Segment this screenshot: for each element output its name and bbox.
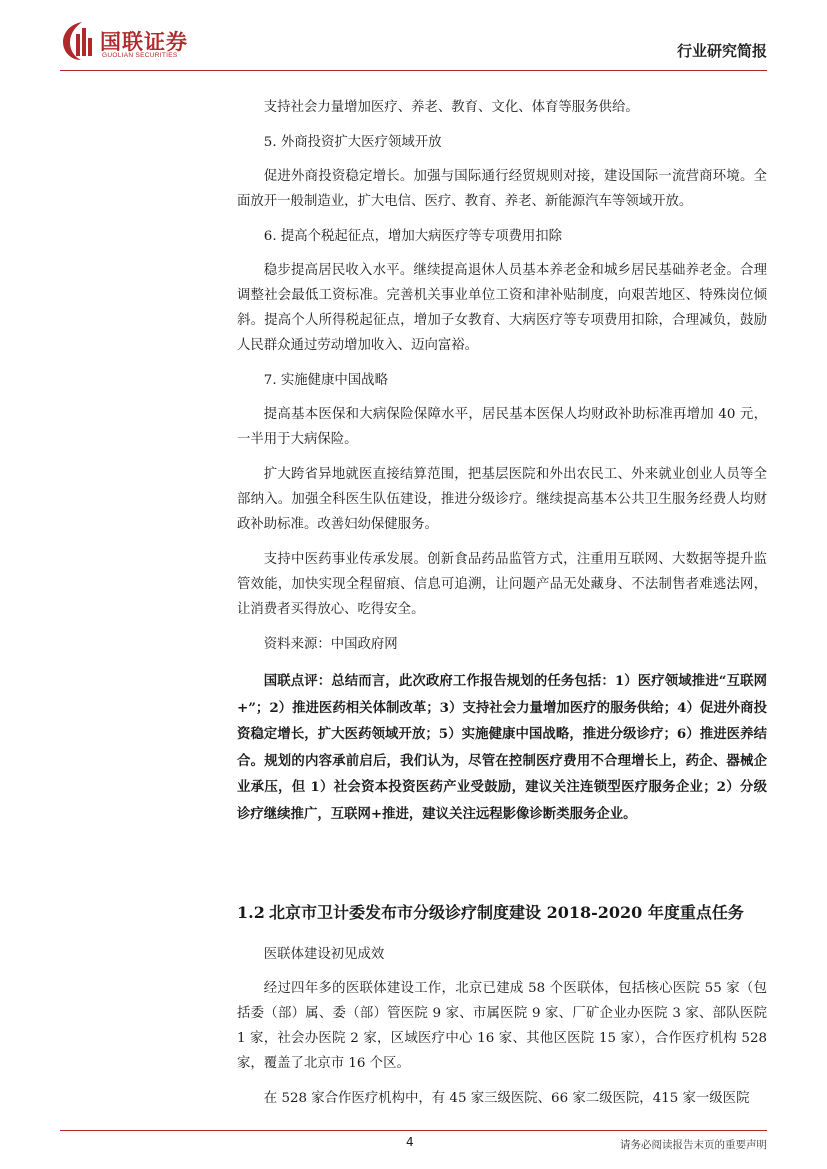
section-body [237,942,767,1121]
company-logo [60,20,240,65]
subsection-heading: 医联体建设初见成效 [263,947,385,962]
header-divider [60,70,767,71]
page-number: 4 [406,1135,414,1149]
logo-english-name: GUOLIAN SECURITIES [102,52,178,59]
body-paragraph: 经过四年多的医联体建设工作，北京已建成 58 个医联体，包括核心医院 55 家（包括委（部）属、委（部）管医院 9 家、市属医院 9 家、厂矿企业办医院 3 家、部队医院 1 家，社会办医院 2 家，区域医疗中心 16 家、其他区医院 15 家），合作医疗机构 528 家，覆盖了北京市 16 个区。 [237,981,767,1071]
source-note: 资料来源：中国政府网 [263,637,398,652]
body-paragraph: 促进外商投资稳定增长。加强与国际通行经贸规则对接，建设国际一流营商环境。全面放开一般制造业，扩大电信、医疗、教育、养老、新能源汽车等领域开放。 [237,169,767,209]
section-title: 北京市卫计委发布市分级诊疗制度建设 2018-2020 年度重点任务 [269,903,744,922]
main-body [237,95,767,827]
section-number: 1.2 [237,903,265,922]
body-paragraph: 稳步提高居民收入水平。继续提高退休人员基本养老金和城乡居民基础养老金。合理调整社会最低工资标准。完善机关事业单位工资和津补贴制度，向艰苦地区、特殊岗位倾斜。提高个人所得税起征点，增加子女教育、大病医疗等专项费用扣除，合理减负，鼓励人民群众通过劳动增加收入、迈向富裕。 [237,263,767,353]
footer-divider [60,1130,767,1131]
item-heading: 7. 实施健康中国战略 [263,373,388,388]
body-paragraph: 在 528 家合作医疗机构中，有 45 家三级医院、66 家二级医院，415 家一级医院 [263,1091,750,1106]
page-header [0,0,827,80]
item-heading: 5. 外商投资扩大医疗领域开放 [263,135,442,150]
body-paragraph: 支持中医药事业传承发展。创新食品药品监管方式，注重用互联网、大数据等提升监管效能，加快实现全程留痕、信息可追溯，让问题产品无处藏身、不法制售者难逃法网，让消费者买得放心、吃得安全。 [237,552,767,617]
footer-disclaimer: 请务必阅读报告末页的重要声明 [620,1139,767,1151]
section-heading [237,900,777,923]
analyst-comment: 国联点评：总结而言，此次政府工作报告规划的任务包括：1）医疗领域推进“互联网+”；2）推进医药相关体制改革；3）支持社会力量增加医疗的服务供给；4）促进外商投资稳定增长，扩大医药领域开放；5）实施健康中国战略，推进分级诊疗；6）推进医养结合。规划的内容承前启后，我们认为，尽管在控制医疗费用不合理增长上，药企、器械企业承压，但 1）社会资本投资医药产业受鼓励，建议关注连锁型医疗服务企业；2）分级诊疗继续推广，互联网+推进，建议关注远程影像诊断类服务企业。 [237,673,767,822]
body-paragraph: 支持社会力量增加医疗、养老、教育、文化、体育等服务供给。 [263,100,639,115]
logo-mark-icon [60,20,96,62]
body-paragraph: 扩大跨省异地就医直接结算范围，把基层医院和外出农民工、外来就业创业人员等全部纳入。加强全科医生队伍建设，推进分级诊疗。继续提高基本公共卫生服务经费人均财政补助标准。改善妇幼保健服务。 [237,467,767,532]
item-heading: 6. 提高个税起征点，增加大病医疗等专项费用扣除 [263,229,563,244]
body-paragraph: 提高基本医保和大病保险保障水平，居民基本医保人均财政补助标准再增加 40 元，一半用于大病保险。 [237,407,767,447]
logo-chinese-name: 国联证券 [100,30,188,54]
report-type-label: 行业研究简报 [676,42,767,60]
